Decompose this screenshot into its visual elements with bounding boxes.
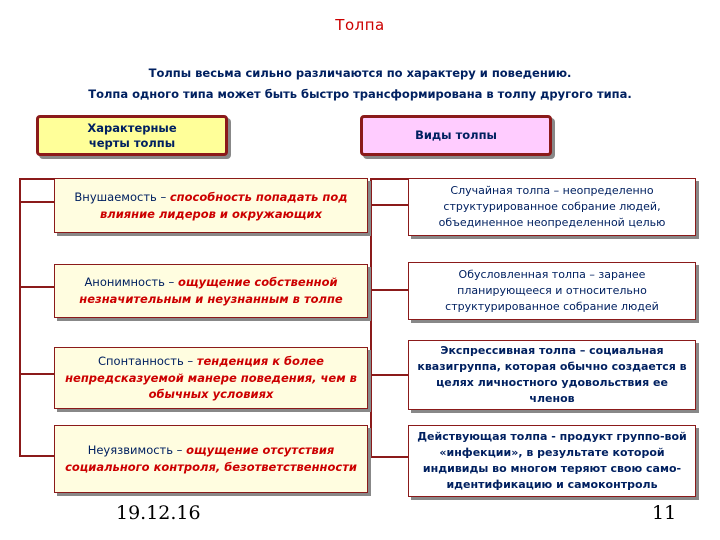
header-types-label: Виды толпы	[415, 128, 497, 143]
trait-term: Внушаемость –	[74, 189, 170, 204]
trait-term: Анонимность –	[84, 275, 178, 290]
footer-date: 19.12.16	[116, 502, 201, 524]
subtitle-line-1: Толпы весьма сильно различаются по характеру и поведению.	[148, 66, 572, 80]
trait-box-suggestibility	[54, 178, 368, 233]
type-box-expressive	[408, 340, 696, 410]
trait-definition: ощущение собственной незначительным и неузнанным в толпе	[79, 275, 343, 306]
trait-definition: способность попадать под влияние лидеров и окружающих	[100, 189, 348, 221]
left-top-connector	[19, 178, 54, 180]
header-traits-label: Характерные черты толпы	[87, 121, 177, 150]
left-vertical-connector	[19, 178, 21, 456]
right-top-connector	[370, 178, 408, 180]
type-text: Экспрессивная толпа – социальная квазигруппа, которая обычно создается в целях личностного удовольствия ее членов	[417, 344, 687, 405]
type-text: Действующая толпа - продукт группо-вой «инфекции», в результате которой индивиды во многом теряют свою само-идентификацию и самоконтроль	[417, 430, 687, 491]
right-connector-1	[370, 204, 408, 206]
type-box-acting	[408, 425, 696, 497]
trait-term: Спонтанность –	[98, 353, 197, 368]
right-connector-4	[370, 456, 408, 458]
right-vertical-connector	[370, 178, 372, 458]
left-connector-2	[19, 286, 54, 288]
page-number: 11	[652, 502, 677, 524]
left-connector-4	[19, 455, 54, 457]
header-types	[360, 115, 552, 156]
trait-box-anonymity	[54, 264, 368, 318]
right-connector-2	[370, 289, 408, 291]
subtitle-line-2: Толпа одного типа может быть быстро трансформирована в толпу другого типа.	[88, 87, 632, 101]
type-box-casual	[408, 178, 696, 236]
type-box-conventional	[408, 262, 696, 320]
trait-definition: тенденция к более непредсказуемой манере поведения, чем в обычных условиях	[65, 353, 357, 402]
right-connector-3	[370, 374, 408, 376]
trait-box-spontaneity	[54, 347, 368, 409]
trait-definition: ощущение отсутствия социального контроля, безответственности	[65, 443, 357, 474]
trait-term: Неуязвимость –	[87, 443, 187, 458]
left-connector-3	[19, 373, 54, 375]
header-traits	[36, 115, 228, 156]
trait-box-invulnerability	[54, 425, 368, 493]
type-text: Случайная толпа – неопределенно структурированное собрание людей, объединенное неопределенной целью	[438, 184, 666, 229]
left-connector-1	[19, 201, 54, 203]
slide-title: Толпа	[335, 16, 385, 34]
type-text: Обусловленная толпа – заранее планирующееся и относительно структурированное собрание людей	[445, 268, 659, 313]
